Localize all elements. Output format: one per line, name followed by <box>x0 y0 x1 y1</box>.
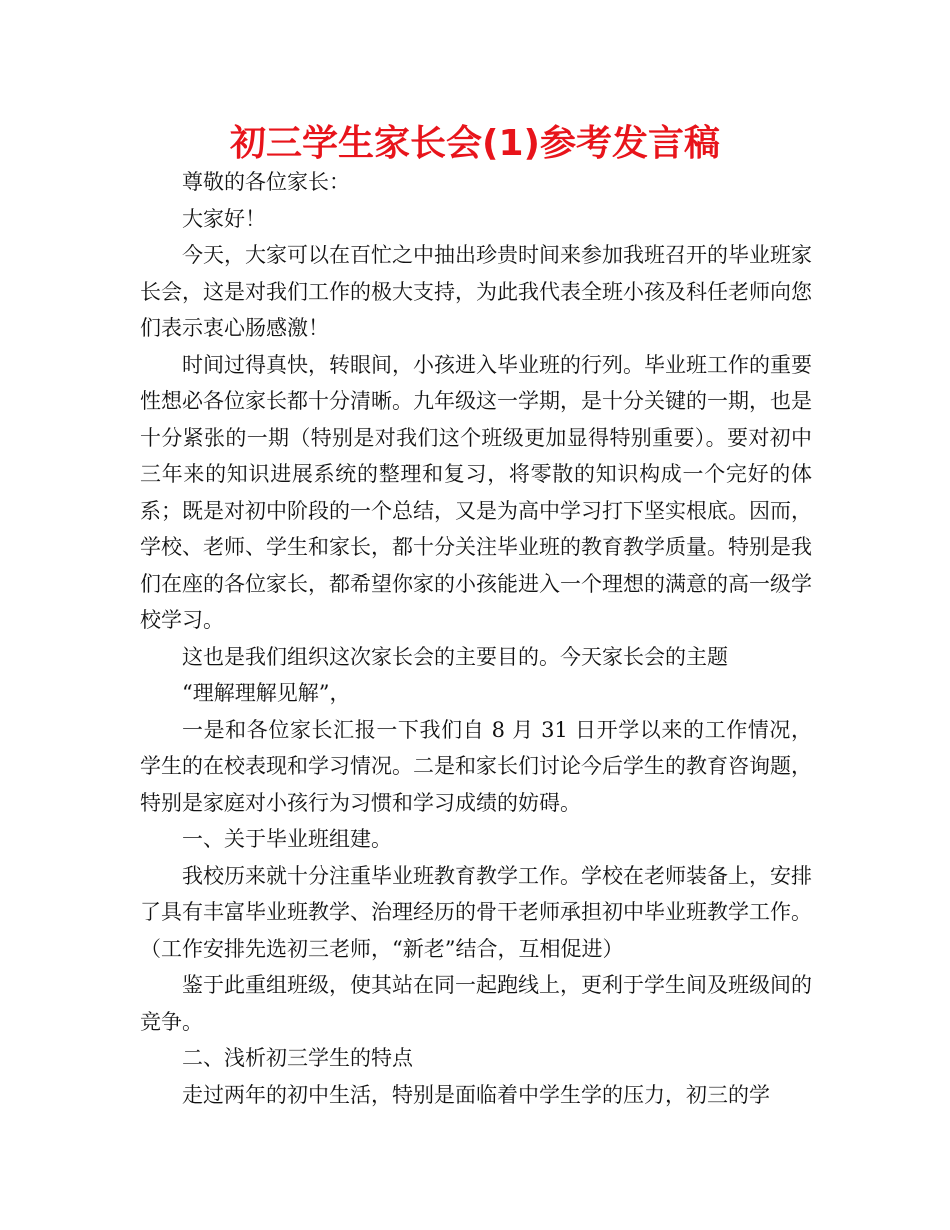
paragraph-purpose: 这也是我们组织这次家长会的主要目的。今天家长会的主题 <box>182 644 728 669</box>
paragraph-class-setup: 我校历来就十分注重毕业班教育教学工作。学校在老师装备上，安排了具有丰富毕业班教学、治理经历的骨干老师承担初中毕业班教学工作。（工作安排先选初三老师，“新老”结合，互相促进） <box>140 863 812 961</box>
paragraph-thanks: 今天，大家可以在百忙之中抽出珍贵时间来参加我班召开的毕业班家长会，这是对我们工作的极大支持，为此我代表全班小孩及科任老师向您们表示衷心肠感激！ <box>140 243 812 340</box>
paragraph-greeting: 大家好！ <box>182 206 266 231</box>
paragraph-theme: “理解理解见解”， <box>182 681 351 705</box>
document-body <box>140 164 812 1113</box>
paragraph-student-traits: 走过两年的初中生活，特别是面临着中学生学的压力，初三的学 <box>182 1082 770 1107</box>
paragraph-salutation: 尊敬的各位家长： <box>182 170 350 194</box>
document-title: 初三学生家长会(1)参考发言稿 <box>230 123 720 164</box>
section-heading-1: 一、关于毕业班组建。 <box>182 827 392 851</box>
paragraph-regroup: 鉴于此重组班级，使其站在同一起跑线上，更利于学生间及班级间的竞争。 <box>140 973 812 1034</box>
section-heading-2: 二、浅析初三学生的特点 <box>182 1046 413 1070</box>
paragraph-agenda: 一是和各位家长汇报一下我们自 8 月 31 日开学以来的工作情况，学生的在校表现和学习情况。二是和家长们讨论今后学生的教育咨询题，特别是家庭对小孩行为习惯和学习成绩的妨碍。 <box>140 717 812 815</box>
paragraph-importance: 时间过得真快，转眼间，小孩进入毕业班的行列。毕业班工作的重要性想必各位家长都十分清晰。九年级这一学期，是十分关键的一期，也是十分紧张的一期（特别是对我们这个班级更加显得特别重要）。要对初中三年来的知识进展系统的整理和复习，将零散的知识构成一个完好的体系；既是对初中阶段的一个总结，又是为高中学习打下坚实根底。因而，学校、老师、学生和家长，都十分关注毕业班的教育教学质量。特别是我们在座的各位家长，都希望你家的小孩能进入一个理想的满意的高一级学校学习。 <box>140 352 812 632</box>
